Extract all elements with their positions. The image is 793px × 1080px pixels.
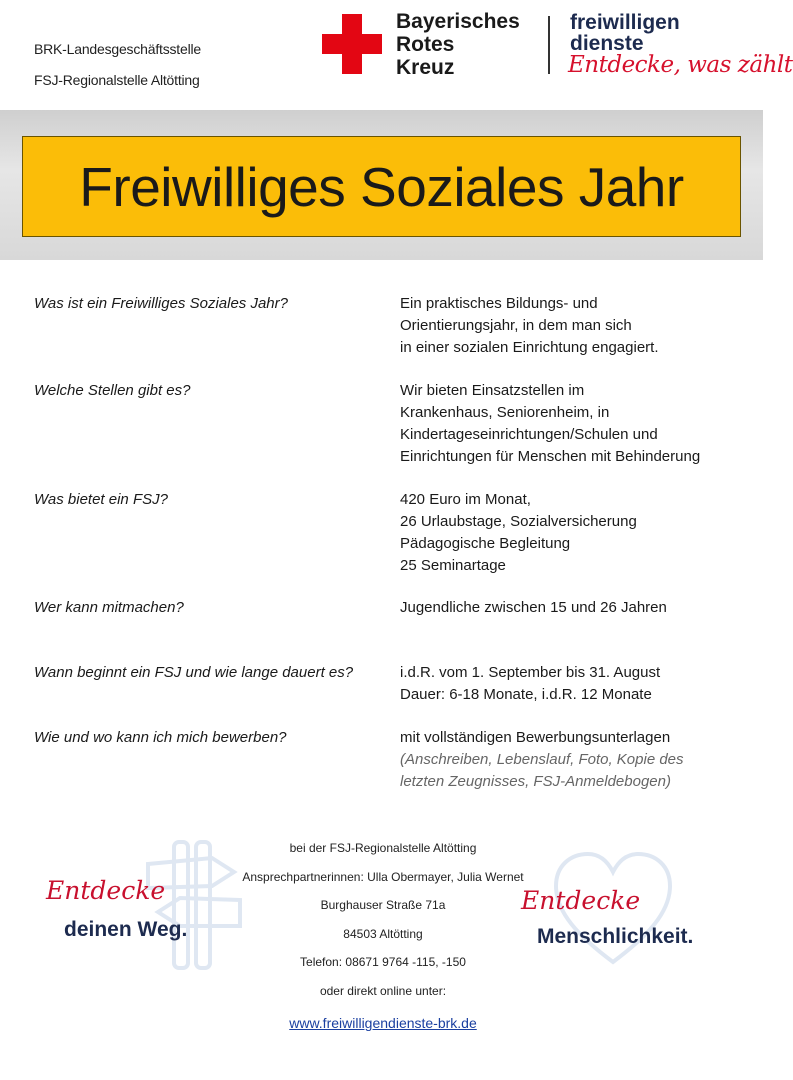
contact-online-label: oder direkt online unter: [319, 983, 447, 998]
brk-logo-text [396, 10, 520, 79]
faq-answer-line: Krankenhaus, Seniorenheim, in [400, 404, 610, 421]
contact-city: 84503 Altötting [343, 926, 423, 941]
faq-answer-line: Wir bieten Einsatzstellen im [400, 382, 585, 399]
freiwilligendienste-logo [570, 12, 680, 54]
faq-answer-note: letzten Zeugnisses, FSJ-Anmeldebogen) [400, 773, 671, 790]
faq-question: Wie und wo kann ich mich bewerben? [34, 729, 287, 746]
faq-answer [400, 662, 730, 706]
faq-answer-line: in einer sozialen Einrichtung engagiert. [400, 339, 659, 356]
faq-question: Welche Stellen gibt es? [34, 382, 191, 399]
brk-logo-line-3: Kreuz [396, 56, 455, 79]
red-cross-icon [322, 14, 382, 74]
fd-tagline: Entdecke, was zählt [568, 52, 793, 78]
fd-logo-line-2: dienste [570, 32, 644, 55]
faq-answer [400, 293, 730, 359]
faq-question: Was bietet ein FSJ? [34, 491, 168, 508]
faq-answer-line: mit vollständigen Bewerbungsunterlagen [400, 729, 671, 746]
contact-persons: Ansprechpartnerinnen: Ulla Obermayer, Julia Wernet [242, 869, 524, 884]
slogan-left-bold: deinen Weg. [64, 918, 188, 941]
page-title: Freiwilliges Soziales Jahr [79, 155, 684, 218]
faq-answer-line: Orientierungsjahr, in dem man sich [400, 317, 632, 334]
faq-answer-line: Dauer: 6-18 Monate, i.d.R. 12 Monate [400, 686, 652, 703]
faq-answer [400, 597, 730, 619]
faq-answer-line: Jugendliche zwischen 15 und 26 Jahren [400, 599, 667, 616]
contact-line: bei der FSJ-Regionalstelle Altötting [289, 841, 477, 855]
faq-answer-line: 420 Euro im Monat, [400, 491, 531, 508]
faq-answer-line: i.d.R. vom 1. September bis 31. August [400, 664, 661, 681]
faq-answer [400, 380, 730, 468]
org-line-1: BRK-Landesgeschäftsstelle [34, 41, 201, 57]
org-line-2: FSJ-Regionalstelle Altötting [34, 72, 200, 88]
brk-logo-line-2: Rotes [396, 33, 455, 56]
logo-divider [548, 16, 550, 74]
faq-question: Was ist ein Freiwilliges Soziales Jahr? [34, 295, 288, 312]
website-link[interactable]: www.freiwilligendienste-brk.de [289, 1015, 477, 1031]
faq-question: Wann beginnt ein FSJ und wie lange dauert es? [34, 664, 354, 681]
faq-answer-line: Pädagogische Begleitung [400, 535, 571, 552]
slogan-right-script: Entdecke [521, 886, 641, 915]
faq-answer-note: (Anschreiben, Lebenslauf, Foto, Kopie des [400, 751, 684, 768]
faq-answer-line: 26 Urlaubstage, Sozialversicherung [400, 513, 637, 530]
contact-phone: Telefon: 08671 9764 -115, -150 [300, 955, 466, 969]
faq-answer [400, 489, 730, 577]
slogan-left-script: Entdecke [46, 876, 166, 905]
faq-answer-line: 25 Seminartage [400, 557, 506, 574]
brk-logo-line-1: Bayerisches [396, 10, 520, 33]
contact-block [242, 834, 524, 1038]
faq-answer-line: Einrichtungen für Menschen mit Behinderung [400, 448, 701, 465]
faq-question: Wer kann mitmachen? [34, 599, 184, 616]
fd-logo-line-1: freiwilligen [570, 11, 680, 34]
contact-street: Burghauser Straße 71a [320, 898, 446, 912]
faq-answer [400, 727, 730, 793]
slogan-right-bold: Menschlichkeit. [537, 925, 694, 948]
faq-answer-line: Ein praktisches Bildungs- und [400, 295, 598, 312]
header-organization [34, 34, 201, 96]
faq-answer-line: Kindertageseinrichtungen/Schulen und [400, 426, 658, 443]
title-banner [22, 136, 741, 237]
